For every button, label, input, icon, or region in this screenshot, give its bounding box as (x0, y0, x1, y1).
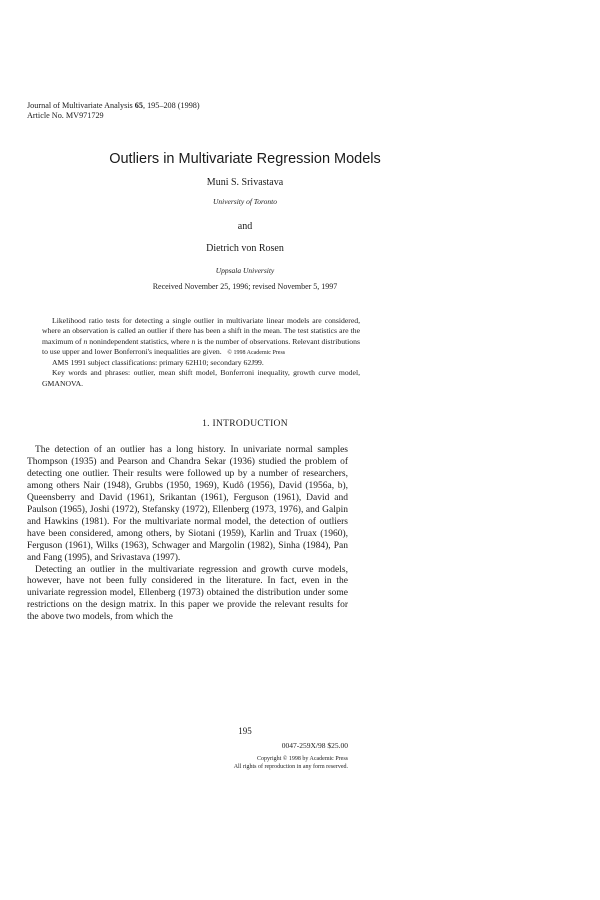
journal-line (27, 101, 200, 111)
body-paragraph-1: The detection of an outlier has a long history. In univariate normal samples Thompson (1935) and Pearson and Chandra Sekar (1936) studied the problem of detecting one outlier. Their results were followed up by a number of researchers, among others Nair (1948), Grubbs (1950, 1969), Kudô (1956), David (1956a, b), Queensberry and David (1961), Srikantan (1961), Ferguson (1961), David and Paulson (1965), Joshi (1972), Stefansky (1972), Ellenberg (1973, 1976), and Galpin and Hawkins (1981). For the multivariate normal model, the detection of outliers have been considered, among others, by Siotani (1959), Karlin and Truax (1960), Ferguson (1961), Wilks (1963), Schwager and Margolin (1982), Sinha (1984), Pan and Fang (1995), and Srivastava (1997). (27, 445, 348, 563)
author-2: Dietrich von Rosen (206, 243, 284, 254)
abstract-n-1: n (83, 336, 88, 346)
abstract (42, 316, 360, 389)
article-number: Article No. MV971729 (27, 111, 104, 120)
abstract-text-c: is the number of observations. Relevant distributions to use upper and lower Bonferroni's inequalities are given. (42, 336, 360, 356)
footer-price: 0047-259X/98 $25.00 (281, 741, 348, 750)
affiliation-1: University of Toronto (212, 197, 278, 206)
body-text (27, 445, 348, 624)
journal-pages: , 195–208 (1998) (142, 101, 200, 110)
body-paragraph-2: Detecting an outlier in the multivariate regression and growth curve models, however, have not been fully considered in the literature. In fact, even in the univariate regression model, Ellenberg (1973) obtained the distribution under some restrictions on the design matrix. In this paper we provide the relevant results for the above two models, from which the (27, 564, 348, 623)
abstract-n-2: n (191, 336, 196, 346)
abstract-text (42, 316, 360, 358)
author-conjunction: and (237, 221, 253, 232)
received-dates: Received November 25, 1996; revised November 5, 1997 (152, 282, 338, 291)
affiliation-2: Uppsala University (215, 266, 275, 275)
journal-volume: 65 (134, 101, 143, 110)
ams-classification: AMS 1991 subject classifications: primary 62H10; secondary 62J99. (52, 358, 264, 368)
page-number: 195 (238, 726, 252, 736)
paper-title-text: Outliers in Multivariate Regression Models (109, 151, 381, 167)
journal-name: Journal of Multivariate Analysis (27, 101, 133, 110)
abstract-text-a: Likelihood ratio tests for detecting a single outlier in multivariate linear models are considered, where an observation is called an outlier if there has been a shift in the mean. The test statistics are the maximum of (42, 316, 360, 346)
paper-title (0, 151, 600, 167)
section-heading: 1. INTRODUCTION (202, 419, 288, 429)
abstract-copyright: © 1998 Academic Press (227, 349, 286, 356)
author-1: Muni S. Srivastava (206, 177, 284, 188)
footer-rights: All rights of reproduction in any form reserved. (233, 764, 348, 770)
abstract-text-b: nonindependent statistics, where (87, 336, 192, 346)
footer-copyright: Copyright © 1998 by Academic Press (256, 756, 348, 762)
journal-citation (27, 101, 200, 121)
keywords: Key words and phrases: outlier, mean shift model, Bonferroni inequality, growth curve model, GMANOVA. (42, 368, 360, 388)
